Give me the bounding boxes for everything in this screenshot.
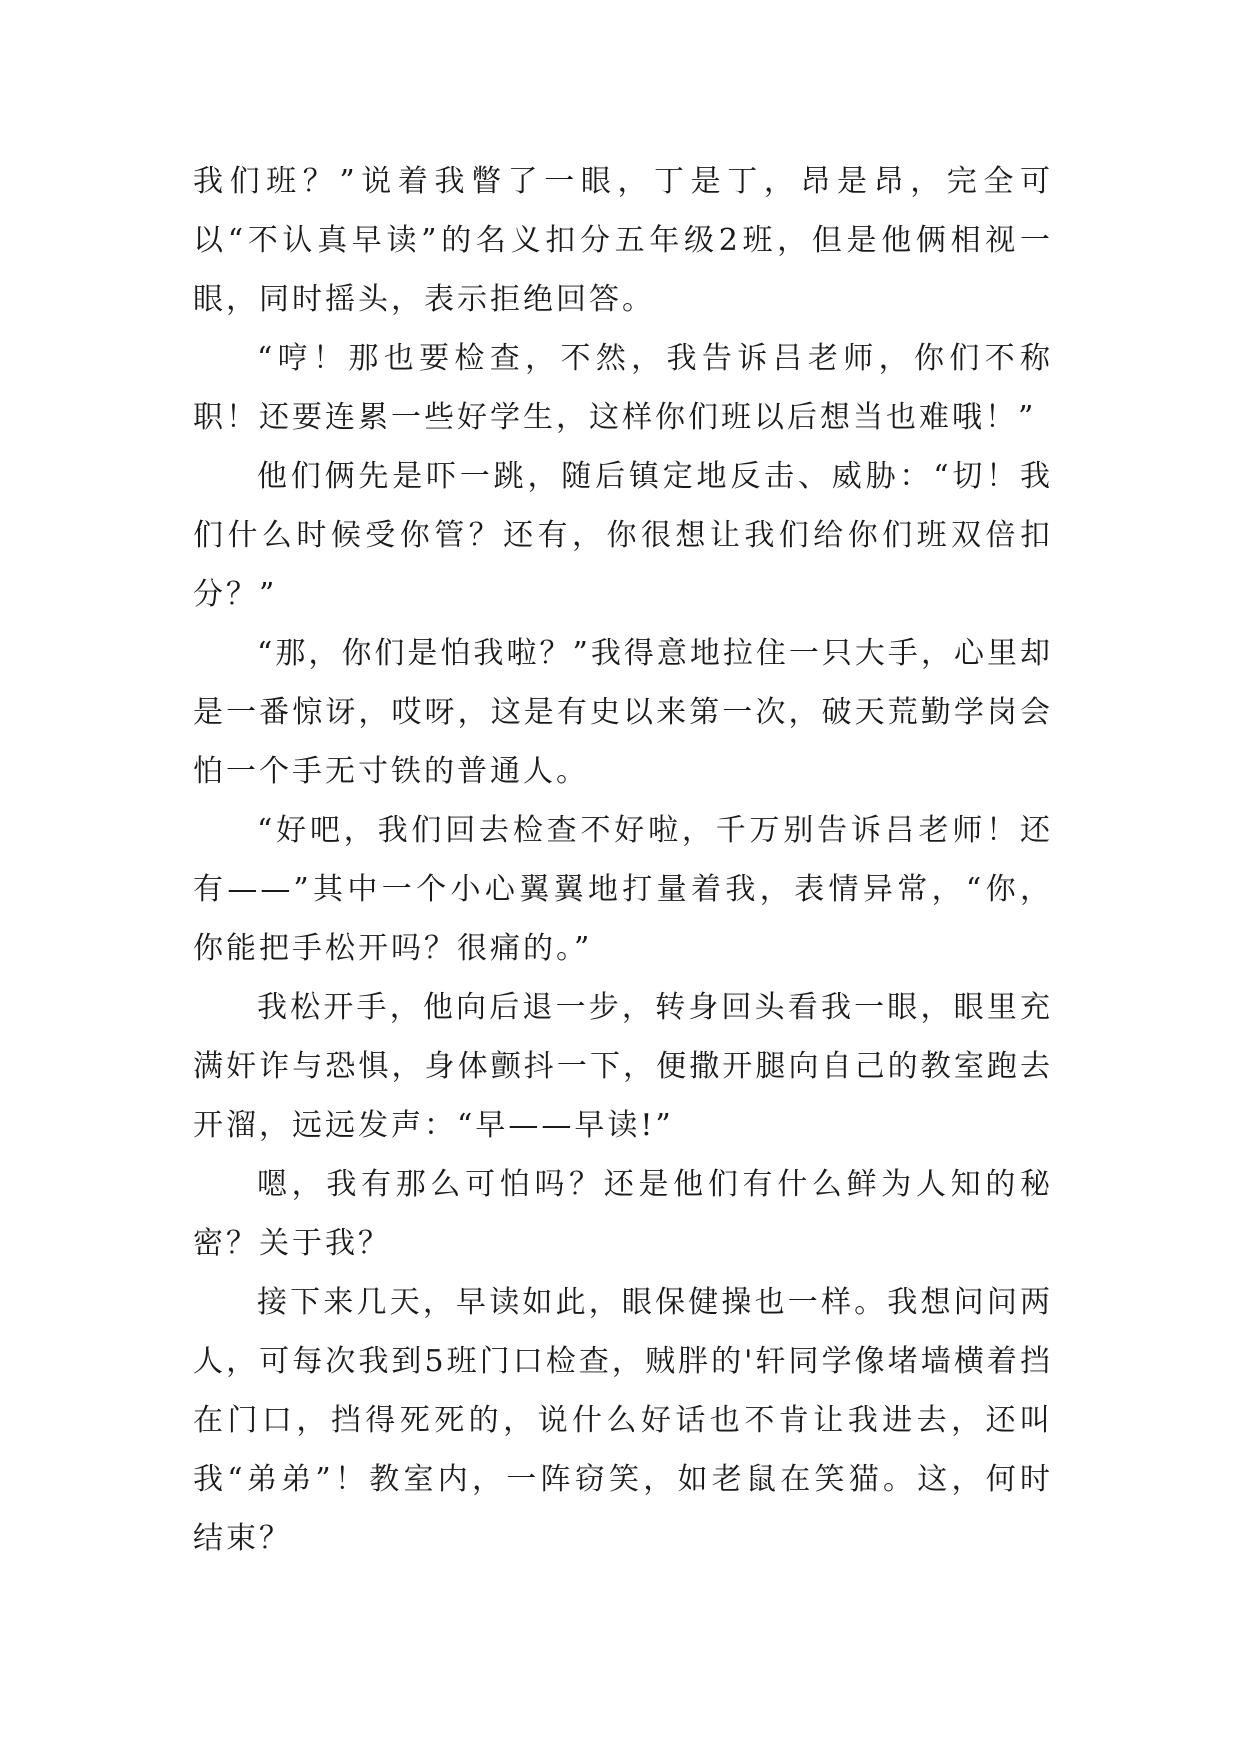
paragraph: “哼！那也要检查，不然，我告诉吕老师，你们不称职！还要连累一些好学生，这样你们班以后想当也难哦！” bbox=[193, 341, 1053, 435]
paragraph: “那，你们是怕我啦？”我得意地拉住一只大手，心里却是一番惊讶，哎呀，这是有史以来第一次，破天荒勤学岗会怕一个手无寸铁的普通人。 bbox=[193, 636, 1053, 789]
paragraph: 接下来几天，早读如此，眼保健操也一样。我想问问两人，可每次我到5班门口检查，贼胖的'轩同学像堵墙横着挡在门口，挡得死死的，说什么好话也不肯让我进去，还叫我“弟弟”！教室内，一阵窃笑，如老鼠在笑猫。这，何时结束？ bbox=[193, 1285, 1053, 1556]
paragraph: “好吧，我们回去检查不好啦，千万别告诉吕老师！还有——”其中一个小心翼翼地打量着我，表情异常，“你，你能把手松开吗？很痛的。” bbox=[193, 813, 1053, 966]
paragraph: 他们俩先是吓一跳，随后镇定地反击、威胁：“切！我们什么时候受你管？还有，你很想让我们给你们班双倍扣分？” bbox=[193, 459, 1053, 612]
document-body bbox=[193, 152, 1053, 1568]
paragraph: 我松开手，他向后退一步，转身回头看我一眼，眼里充满奸诈与恐惧，身体颤抖一下，便撒开腿向自己的教室跑去开溜，远远发声：“早——早读!” bbox=[193, 990, 1053, 1143]
paragraph: 嗯，我有那么可怕吗？还是他们有什么鲜为人知的秘密？关于我？ bbox=[193, 1167, 1053, 1261]
paragraph: 我们班？”说着我瞥了一眼，丁是丁，昂是昂，完全可以“不认真早读”的名义扣分五年级2班，但是他俩相视一眼，同时摇头，表示拒绝回答。 bbox=[193, 164, 1053, 317]
